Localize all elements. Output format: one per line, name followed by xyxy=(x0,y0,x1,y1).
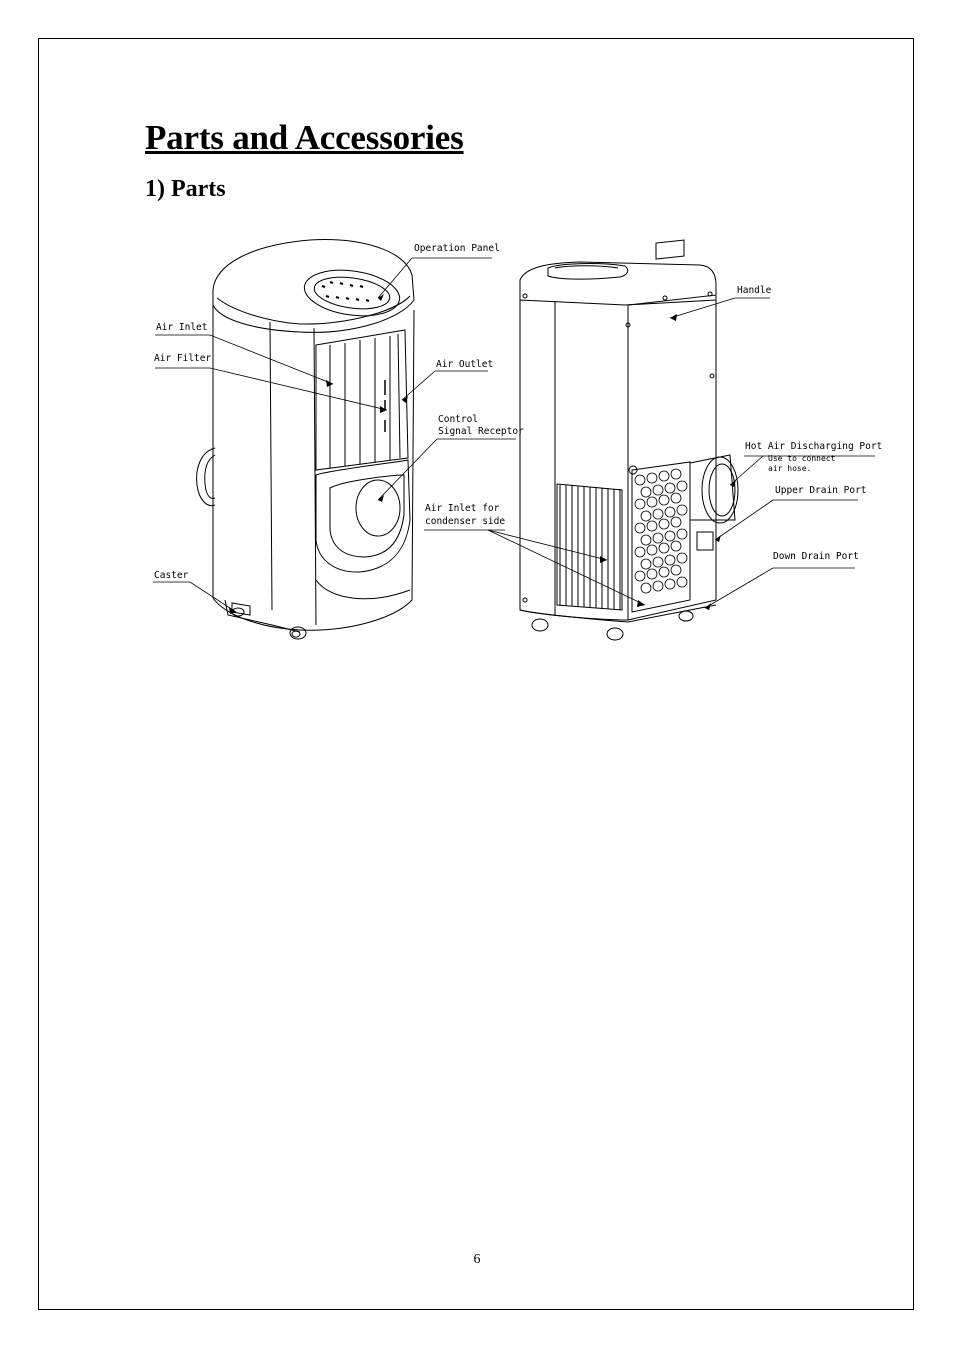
label-down-drain: Down Drain Port xyxy=(773,551,859,562)
rear-vent-grid xyxy=(632,462,690,612)
label-control: Control xyxy=(438,414,479,425)
label-hot-air-note-2: air hose. xyxy=(768,464,812,473)
leader-arrowheads xyxy=(229,294,736,614)
page-number: 6 xyxy=(473,1252,481,1267)
rear-unit-drawing xyxy=(520,240,738,640)
label-upper-drain: Upper Drain Port xyxy=(775,485,867,496)
label-air-filter: Air Filter xyxy=(154,353,212,364)
label-air-inlet-for: Air Inlet for xyxy=(425,503,500,514)
label-handle: Handle xyxy=(737,285,772,296)
label-air-outlet: Air Outlet xyxy=(436,359,494,370)
label-hot-air-note-1: Use to connect xyxy=(768,454,836,463)
page-title: Parts and Accessories xyxy=(145,118,464,157)
label-hot-air-port: Hot Air Discharging Port xyxy=(745,441,883,452)
label-signal-receptor: Signal Receptor xyxy=(438,426,524,437)
label-operation-panel: Operation Panel xyxy=(414,243,500,254)
label-caster: Caster xyxy=(154,570,189,581)
label-condenser-side: condenser side xyxy=(425,516,506,527)
label-air-inlet: Air Inlet xyxy=(156,322,208,333)
section-heading: 1) Parts xyxy=(145,176,226,202)
